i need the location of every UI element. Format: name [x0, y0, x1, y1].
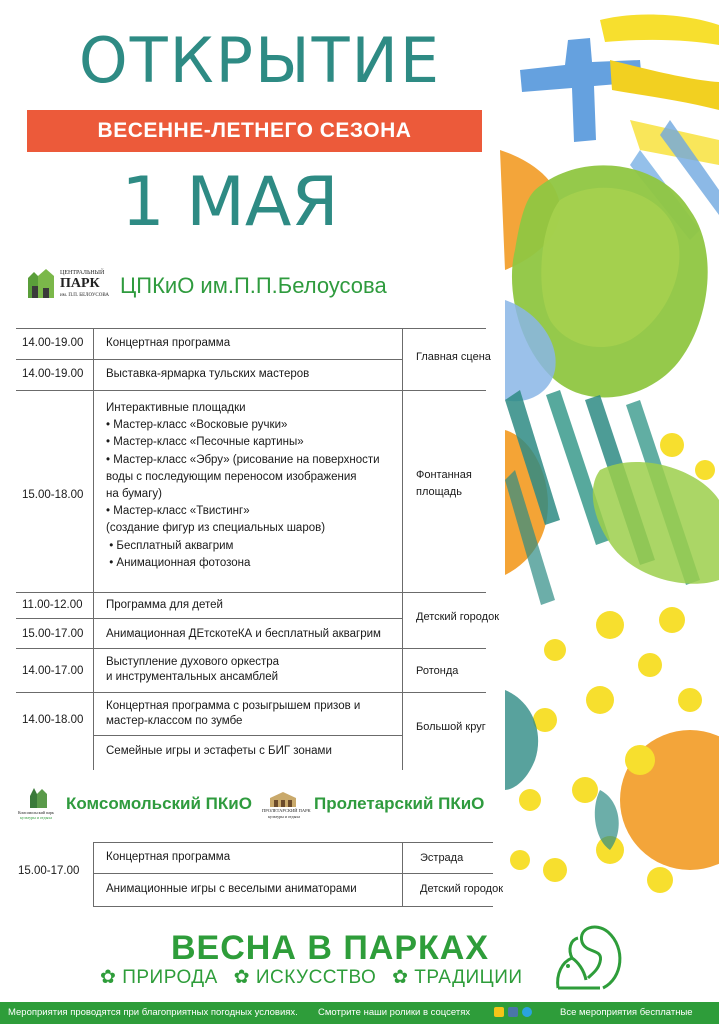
leaf-icon: ✿ — [392, 967, 409, 988]
list-item: • Бесплатный аквагрим — [106, 539, 234, 552]
table-row-event: Программа для детей — [106, 599, 223, 611]
list-item: • Анимационная фотозона — [106, 556, 251, 569]
table-row-event: Концертная программа — [106, 337, 231, 349]
table-row-time: 14.00-19.00 — [22, 368, 84, 380]
logo-text-central: ЦЕНТРАЛЬНЫЙ — [60, 270, 105, 276]
table-row-time: 15.00-17.00 — [18, 865, 80, 877]
tree-icon — [26, 786, 50, 810]
interactive-platforms-list — [106, 400, 396, 572]
list-item: (создание фигур из специальных шаров) — [106, 522, 326, 535]
place-fountain — [416, 468, 472, 499]
list-item: на бумагу) — [106, 488, 162, 501]
logo-text-belousov: им. П.П. БЕЛОУСОВА — [60, 293, 110, 298]
park-name-komsomolsky: Комсомольский ПКиО — [66, 794, 252, 813]
list-item: • Мастер-класс «Восковые ручки» — [106, 419, 288, 432]
footer-social-note: Смотрите наши ролики в соцсетях — [318, 1007, 471, 1018]
list-item: воды с последующим переносом изображения — [106, 470, 357, 483]
slogan — [100, 966, 530, 990]
table-row-event: Концертная программа — [106, 851, 231, 863]
event-line: Выступление духового оркестра — [106, 656, 280, 668]
event-line: и инструментальных ансамблей — [106, 671, 279, 683]
logo-caption: ПРОЛЕТАРСКИЙ ПАРК — [262, 808, 311, 813]
building-icon — [268, 790, 298, 808]
leaf-icon: ✿ — [100, 967, 117, 988]
event-line: Концертная программа с розыгрышем призов и — [106, 700, 361, 712]
spring-in-parks-title: ВЕСНА В ПАРКАХ — [171, 929, 489, 967]
table-row-time: 11.00-12.00 — [22, 599, 83, 611]
table-row-time: 14.00-17.00 — [22, 665, 84, 677]
telegram-icon[interactable] — [522, 1007, 532, 1017]
place-kids-town: Детский городок — [420, 883, 504, 895]
park-logo-komsomolsky — [18, 786, 58, 820]
table-row-time: 14.00-19.00 — [22, 337, 84, 349]
place-fountain-line1: Фонтанная — [416, 469, 472, 481]
footer-free-note: Все мероприятия бесплатные — [560, 1007, 693, 1018]
table-row-time: 15.00-17.00 — [22, 628, 84, 640]
footer-weather-note: Мероприятия проводятся при благоприятных погодных условиях. — [8, 1007, 298, 1018]
ok-icon[interactable] — [494, 1007, 504, 1017]
place-rotonda: Ротонда — [416, 665, 459, 677]
footer-bar — [0, 1002, 719, 1024]
list-item: Интерактивные площадки — [106, 402, 246, 414]
event-date: 1 МАЯ — [121, 163, 339, 242]
table-row-event — [106, 655, 279, 685]
park-logo-central — [24, 268, 110, 302]
place-main-stage: Главная сцена — [416, 351, 491, 363]
table-row-time: 15.00-18.00 — [22, 489, 84, 501]
logo-caption: культуры и отдыха — [268, 814, 300, 819]
page-title: ОТКРЫТИЕ — [78, 24, 442, 97]
logo-caption: культуры и отдыха — [20, 815, 52, 820]
table-row-event: Семейные игры и эстафеты с БИГ зонами — [106, 745, 332, 757]
logo-caption: Комсомольский парк — [18, 810, 54, 815]
squirrel-icon — [548, 918, 628, 994]
leaf-icon: ✿ — [233, 967, 251, 988]
tree-icon — [24, 268, 58, 302]
table-row-event: Выставка-ярмарка тульских мастеров — [106, 368, 310, 380]
list-item: • Мастер-класс «Твистинг» — [106, 505, 250, 518]
table-row-time: 14.00-18.00 — [22, 714, 84, 726]
table-row-event — [106, 699, 360, 729]
table-row-event: Анимационные игры с веселыми аниматорами — [106, 883, 357, 895]
place-kids-town: Детский городок — [416, 611, 500, 623]
season-banner: ВЕСЕННЕ-ЛЕТНЕГО СЕЗОНА — [27, 110, 482, 152]
place-estrada: Эстрада — [420, 852, 464, 864]
place-fountain-line2: площадь — [416, 486, 462, 498]
park-name-proletarsky: Пролетарский ПКиО — [314, 794, 485, 813]
table-row-event: Анимационная ДЕтскотеКА и бесплатный аквагрим — [106, 628, 381, 640]
place-big-circle: Большой круг — [416, 721, 486, 733]
vk-icon[interactable] — [508, 1007, 518, 1017]
logo-text-park: ПАРК — [60, 276, 100, 291]
list-item: • Мастер-класс «Эбру» (рисование на поверхности — [106, 453, 380, 466]
park-name-central: ЦПКиО им.П.П.Белоусова — [120, 273, 387, 298]
list-item: • Мастер-класс «Песочные картины» — [106, 436, 304, 449]
event-line: мастер-классом по зумбе — [106, 715, 243, 727]
slogan-art: ИСКУССТВО — [255, 967, 377, 988]
slogan-traditions: ТРАДИЦИИ — [414, 967, 523, 988]
park-logo-proletarsky — [262, 790, 311, 820]
slogan-nature: ПРИРОДА — [122, 967, 218, 988]
